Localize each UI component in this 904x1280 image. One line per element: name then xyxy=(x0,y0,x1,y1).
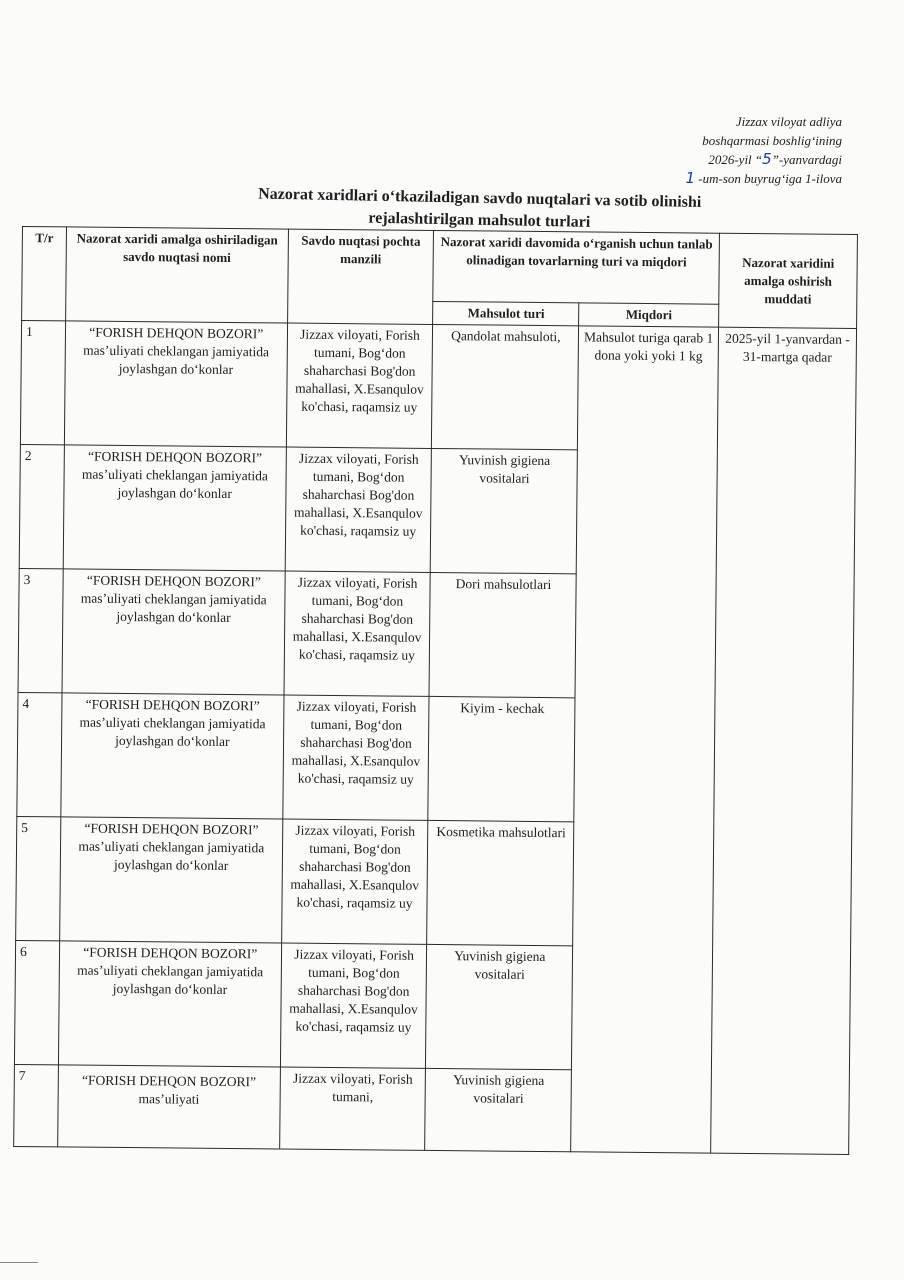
approval-date-prefix: 2026-yil “ xyxy=(708,152,763,167)
row-product: Yuvinish gigiena vositalari xyxy=(431,448,578,573)
term-cell: 2025-yil 1-yanvardan - 31-martga qadar xyxy=(711,327,857,1154)
approval-line-2: boshqarmasi boshlig‘ining xyxy=(702,133,842,148)
header-term: Nazorat xaridini amalga oshirish muddati xyxy=(719,233,858,328)
row-product: Yuvinish gigiena vositalari xyxy=(426,944,573,1069)
approval-date-suffix: ”-yanvardagi xyxy=(771,152,842,167)
handwritten-order-number: 1 xyxy=(685,169,696,187)
header-goods: Nazorat xaridi davomida o‘rganish uchun tanlab olinadigan tovarlarning turi va miqdori xyxy=(433,230,719,304)
approval-line-4 xyxy=(686,169,843,188)
row-store-name: “FORISH DEHQON BOZORI” mas’uliyati cheklangan jamiyatida joylashgan do‘konlar xyxy=(60,817,283,943)
row-number: 5 xyxy=(16,816,61,940)
row-address: Jizzax viloyati, Forish tumani, Bog‘don shaharchasi Bog'don mahallasi, X.Esanqulov ko'chasi, raqamsiz uy xyxy=(281,819,428,944)
quantity-cell: Mahsulot turiga qarab 1 dona yoki yoki 1 kg xyxy=(571,326,719,1153)
row-number: 7 xyxy=(14,1064,59,1146)
row-number: 1 xyxy=(20,321,65,445)
table-row xyxy=(20,321,856,453)
row-product: Kiyim - kechak xyxy=(428,696,575,821)
approval-order-suffix: -um-son buyrug‘iga 1-ilova xyxy=(695,171,842,186)
row-store-name: “FORISH DEHQON BOZORI” mas’uliyati xyxy=(58,1065,280,1149)
header-name: Nazorat xaridi amalga oshiriladigan savdo nuqtasi nomi xyxy=(66,227,289,323)
row-store-name: “FORISH DEHQON BOZORI” mas’uliyati cheklangan jamiyatida joylashgan do‘konlar xyxy=(63,445,286,571)
header-product-type: Mahsulot turi xyxy=(433,301,579,325)
purchase-table xyxy=(13,226,858,1155)
header-number: T/r xyxy=(22,227,67,321)
row-store-name: “FORISH DEHQON BOZORI” mas’uliyati cheklangan jamiyatida joylashgan do‘konlar xyxy=(64,321,287,447)
approval-line-3 xyxy=(686,150,843,169)
title-line-2: rejalashtirilgan mahsulot turlari xyxy=(368,209,591,231)
row-number: 6 xyxy=(14,940,59,1064)
row-store-name: “FORISH DEHQON BOZORI” mas’uliyati cheklangan jamiyatida joylashgan do‘konlar xyxy=(61,693,284,819)
row-product: Dori mahsulotlari xyxy=(429,572,576,697)
row-address: Jizzax viloyati, Forish tumani, Bog‘don shaharchasi Bog'don mahallasi, X.Esanqulov ko'chasi, raqamsiz uy xyxy=(280,943,427,1068)
handwritten-day: 5 xyxy=(762,150,772,168)
row-address: Jizzax viloyati, Forish tumani, Bog‘don shaharchasi Bog'don mahallasi, X.Esanqulov ko'chasi, raqamsiz uy xyxy=(285,447,432,572)
row-number: 2 xyxy=(19,444,64,568)
row-address: Jizzax viloyati, Forish tumani, Bog‘don shaharchasi Bog'don mahallasi, X.Esanqulov ko'chasi, raqamsiz uy xyxy=(284,571,431,696)
row-address: Jizzax viloyati, Forish tumani, Bog‘don shaharchasi Bog'don mahallasi, X.Esanqulov ko'chasi, raqamsiz uy xyxy=(286,323,433,448)
scan-edge-mark xyxy=(0,1262,38,1263)
row-product: Qandolat mahsuloti, xyxy=(432,324,579,449)
row-number: 3 xyxy=(18,568,63,692)
row-address: Jizzax viloyati, Forish tumani, xyxy=(279,1067,426,1150)
row-number: 4 xyxy=(17,692,62,816)
approval-stamp-text xyxy=(686,112,843,188)
row-address: Jizzax viloyati, Forish tumani, Bog‘don shaharchasi Bog'don mahallasi, X.Esanqulov ko'chasi, raqamsiz uy xyxy=(282,695,429,820)
header-quantity: Miqdori xyxy=(579,303,719,327)
row-store-name: “FORISH DEHQON BOZORI” mas’uliyati cheklangan jamiyatida joylashgan do‘konlar xyxy=(62,569,285,695)
title-line-1: Nazorat xaridlari o‘tkaziladigan savdo nuqtalari va sotib olinishi xyxy=(258,185,702,212)
row-product: Yuvinish gigiena vositalari xyxy=(425,1068,572,1151)
approval-line-1: Jizzax viloyat adliya xyxy=(735,114,842,129)
row-store-name: “FORISH DEHQON BOZORI” mas’uliyati cheklangan jamiyatida joylashgan do‘konlar xyxy=(58,941,281,1067)
row-product: Kosmetika mahsulotlari xyxy=(427,820,574,945)
header-address: Savdo nuqtasi pochta manzili xyxy=(287,229,434,324)
table-header-row xyxy=(22,227,858,306)
